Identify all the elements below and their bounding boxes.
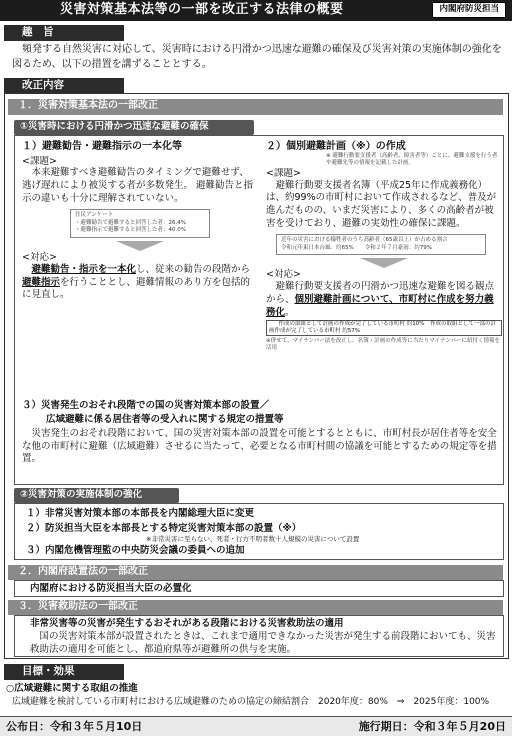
section2-text: 内閣府における防災担当大臣の必置化	[30, 583, 192, 594]
section3-text: 国の災害対策本部が設置されたときは、これまで適用できなかった災害が発生する前段階においても、災害救助法の適用を可能とし、都道府県等が避難所の供与を実施。	[30, 630, 496, 655]
left-issue-label: <課題>	[22, 155, 57, 167]
promulgation-date: 公布日：令和３年５月10日	[6, 720, 143, 733]
summary-text: 頻発する自然災害に対応して、災害時における円滑かつ迅速な避難の確保及び災害対策の実施体制の強化を図るため、以下の措置を講ずることとする。	[12, 44, 502, 70]
item3-block	[22, 400, 500, 466]
subsection2-label: ②災害対策の実施体制の強化	[14, 488, 179, 503]
stat-box	[276, 234, 486, 255]
left-heading: １）避難勧告・避難指示の一本化等	[22, 141, 182, 152]
enforcement-date: 施行期日：令和３年５月20日	[358, 720, 506, 733]
section3-heading: 非常災害等の災害が発生するおそれがある段階における災害救助法の適用	[30, 618, 344, 629]
right-footnote: ※併せて、マイナンバー法を改正し、名簿・計画の作成等に当たりマイナンバーに紐付く情報を活用	[266, 337, 500, 352]
stat-line: 令和元年東日本台風：約65% 令和２年７月豪雨：約79%	[281, 244, 432, 251]
left-response-text: 避難勧告・指示を一本化し、従来の勧告の段階から避難指示を行うこととし、避難情報のあり方を包括的に見直し。	[22, 263, 251, 301]
title-bar	[0, 0, 512, 21]
department-badge: 内閣府防災担当	[432, 2, 506, 18]
system-note: ※非常災害に至らない、死者・行方不明者数十人規模の災害について設置	[146, 535, 360, 544]
goals-text: 広域避難を検討している市町村における広域避難のための協定の締結割合 2020年度：80% ⇒ 2025年度：100%	[12, 696, 490, 707]
left-response-label: <対応>	[22, 251, 57, 263]
system-item-2: ２）防災担当大臣を本部長とする特定災害対策本部の設置（※）	[26, 522, 302, 534]
goals-heading: ○広域避難に関する取組の推進	[6, 683, 138, 694]
section3-content	[30, 618, 500, 656]
survey-title: 住民アンケート	[75, 211, 114, 218]
survey-line2: ・避難指示で避難すると回答した者：40.0%	[75, 227, 186, 234]
page-title: 災害対策基本法等の一部を改正する法律の概要	[60, 2, 344, 17]
subsection1-label: ①災害時における円滑かつ迅速な避難の確保	[14, 120, 254, 135]
goals-block	[6, 683, 506, 708]
survey-box	[70, 209, 210, 238]
plan-note: 作成の取組として計画の作成が完了している市町村 約10% 作成の取組として一部の計画作成が完了している市町村 約57%	[266, 320, 502, 336]
right-response-label: <対応>	[266, 269, 301, 281]
stat-title: 近年の災害における犠牲者のうち高齢者（65歳以上）が占める割合	[281, 236, 448, 243]
down-arrow-icon	[116, 241, 164, 251]
survey-line1: ・避難勧告で避難すると回答した者：26.4%	[75, 219, 186, 226]
system-item-3: ３）内閣危機管理監の中央防災会議の委員への追加	[26, 544, 245, 556]
down-arrow-icon	[360, 258, 408, 268]
system-list	[26, 507, 496, 558]
right-heading-note: ※ 避難行動要支援者（高齢者、障害者等）ごとに、避難支援を行う者や避難先等の情報を記載した計画。	[326, 152, 498, 166]
right-issue-text: 避難行動要支援者名簿（平成25年に作成義務化）は、約99%の市町村において作成されるなど、普及が進んだものの、いまだ災害により、多くの高齢者が被害を受けており、避難の実効性の確保に課題。	[266, 179, 497, 230]
item3-heading1: ３）災害発生のおそれ段階での国の災害対策本部の設置／	[22, 400, 270, 411]
summary-tab: 趣 旨	[4, 25, 124, 41]
footer-bar	[0, 716, 512, 736]
goals-tab: 目標・効果	[4, 664, 124, 680]
left-column	[22, 141, 258, 302]
system-item-1: １）非常災害対策本部の本部長を内閣総理大臣に変更	[26, 508, 255, 519]
item3-text: 災害発生のおそれ段階において、国の災害対策本部の設置を可能とするとともに、市町村長が居住者等を安全な他の市町村に避難（広域避難）させるに当たって、必要となる市町村間の協議を可能とするための規定等を措置。	[22, 427, 497, 465]
section1-bar: １．災害対策基本法の一部改正	[8, 99, 503, 115]
right-column	[266, 141, 502, 352]
section3-bar: ３．災害救助法の一部改正	[8, 600, 503, 615]
right-heading: ２）個別避難計画（※）の作成	[266, 141, 406, 152]
item3-heading2: 広域避難に係る居住者等の受入れに関する規定の措置等	[46, 413, 284, 425]
revision-tab: 改正内容	[4, 78, 124, 94]
right-issue-label: <課題>	[266, 167, 301, 179]
left-issue-text: 本来避難すべき避難勧告のタイミングで避難せず、逃げ遅れにより被災する者が多数発生。 避難勧告と指示の違いも十分に理解されていない。	[22, 167, 254, 204]
right-response-text: 避難行動要支援者の円滑かつ迅速な避難を図る観点から、個別避難計画について、市町村に作成を努力義務化。 作成の取組として計画の作成が完了している市町村 約10% 作成の取組として一部の計画作成が完了している市町村 約57%	[266, 281, 502, 336]
section2-bar: ２．内閣府設置法の一部改正	[8, 565, 503, 580]
